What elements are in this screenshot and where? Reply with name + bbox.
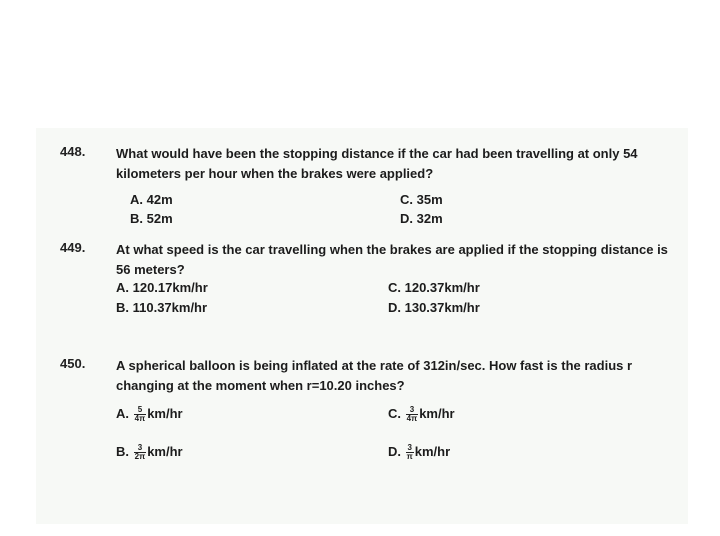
- option-letter: C.: [388, 406, 401, 421]
- fraction-denominator: 4π: [406, 414, 418, 424]
- option-d: D. 32m: [400, 211, 443, 226]
- fraction-numerator: 3: [134, 444, 147, 453]
- option-unit: km/hr: [419, 406, 455, 421]
- fraction: [406, 444, 414, 461]
- question-number: 449.: [60, 240, 86, 255]
- question-text: At what speed is the car travelling when the brakes are applied if the stopping distance is 56 meters?: [116, 242, 668, 277]
- option-b: [116, 444, 183, 461]
- option-b: B. 110.37km/hr: [116, 300, 208, 315]
- fraction-numerator: 5: [134, 406, 147, 415]
- fraction-denominator: π: [406, 452, 413, 462]
- fraction-numerator: 3: [406, 406, 419, 415]
- option-unit: km/hr: [147, 406, 183, 421]
- fraction-denominator: 2π: [134, 452, 146, 462]
- fraction-numerator: 3: [407, 443, 412, 453]
- option-unit: km/hr: [147, 444, 183, 459]
- option-a: [116, 406, 183, 423]
- option-letter: A.: [116, 406, 129, 421]
- option-c: C. 120.37km/hr: [388, 280, 480, 295]
- question-number: 448.: [60, 144, 86, 159]
- option-unit: km/hr: [414, 444, 451, 459]
- option-a: A. 42m: [130, 192, 173, 207]
- option-b: B. 52m: [130, 211, 173, 226]
- option-letter: B.: [116, 444, 129, 459]
- option-c: [388, 406, 455, 423]
- exam-page: [36, 128, 688, 524]
- option-a: A. 120.17km/hr: [116, 280, 208, 295]
- option-letter: D.: [388, 444, 401, 459]
- fraction: [134, 406, 147, 423]
- option-d: [388, 444, 450, 461]
- fraction: [406, 406, 419, 423]
- question-text: What would have been the stopping distance if the car had been travelling at only 54 kilometers per hour when the brakes were applied?: [116, 146, 638, 181]
- fraction: [134, 444, 147, 461]
- option-c: C. 35m: [400, 192, 443, 207]
- question-number: 450.: [60, 356, 86, 371]
- question-text: A spherical balloon is being inflated at the rate of 312in/sec. How fast is the radius r changing at the moment when r=10.20 inches?: [116, 358, 633, 393]
- fraction-denominator: 4π: [134, 414, 146, 424]
- option-d: D. 130.37km/hr: [388, 300, 480, 315]
